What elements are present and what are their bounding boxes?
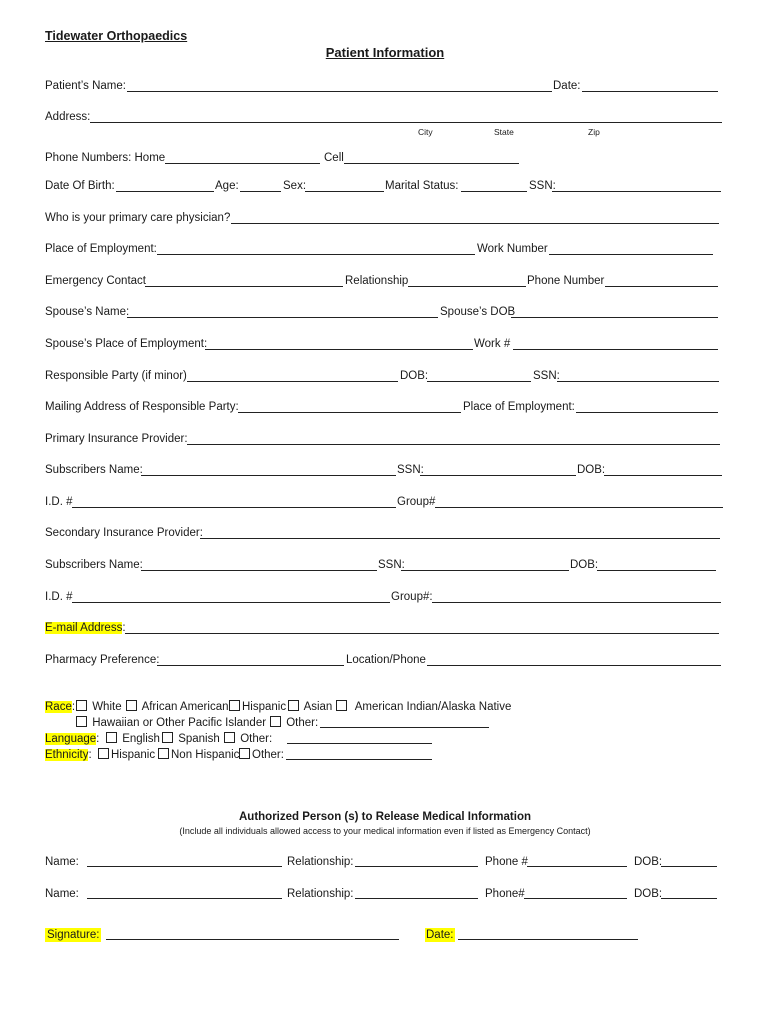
relationship-field[interactable]: [408, 286, 526, 287]
lang-english-checkbox[interactable]: [106, 732, 117, 743]
auth-dob-1-label: DOB:: [634, 856, 663, 868]
auth-relationship-1-label: Relationship:: [287, 856, 354, 868]
primary-physician-label: Who is your primary care physician?: [45, 212, 231, 224]
relationship-label: Relationship: [345, 275, 409, 287]
lang-english-text: English: [122, 733, 160, 745]
rp-employment-field[interactable]: [576, 412, 718, 413]
race-other-text: Other:: [286, 717, 319, 729]
lang-english-option[interactable]: [106, 732, 160, 746]
location-phone-field[interactable]: [427, 665, 721, 666]
eth-other-checkbox[interactable]: [239, 748, 250, 759]
spouse-work-label: Work #: [474, 338, 511, 350]
rp-dob-label: DOB:: [400, 370, 429, 382]
rp-employment-label: Place of Employment:: [463, 401, 575, 413]
email-field[interactable]: [125, 633, 719, 634]
race-african-american-text: African American: [141, 701, 229, 713]
eth-non-hispanic-option[interactable]: [158, 748, 239, 762]
age-label: Age:: [215, 180, 239, 192]
eth-hispanic-option[interactable]: [98, 748, 155, 762]
lang-other-text: Other:: [240, 733, 273, 745]
spouse-dob-label: Spouse’s DOB: [440, 306, 516, 318]
practice-name: Tidewater Orthopaedics: [45, 29, 188, 43]
eth-hispanic-text: Hispanic: [111, 749, 156, 761]
patient-name-label: Patient’s Name:: [45, 80, 126, 92]
id-2-label: I.D. #: [45, 591, 73, 603]
responsible-party-label: Responsible Party (if minor): [45, 370, 187, 382]
dob-field[interactable]: [116, 191, 214, 192]
subscriber-ssn-2-field[interactable]: [401, 570, 569, 571]
rp-mailing-label: Mailing Address of Responsible Party:: [45, 401, 239, 413]
group-field[interactable]: [435, 507, 723, 508]
language-colon: :: [96, 733, 100, 745]
race-asian-option[interactable]: [288, 700, 332, 714]
race-colon: :: [71, 701, 76, 713]
race-american-indian-text: American Indian/Alaska Native: [354, 701, 512, 713]
lang-other-field[interactable]: [287, 743, 432, 744]
employment-label: Place of Employment:: [45, 243, 157, 255]
eth-other-field[interactable]: [286, 759, 432, 760]
subscriber-dob-field[interactable]: [604, 475, 722, 476]
auth-phone-1-field[interactable]: [527, 866, 627, 867]
language-label: Language: [45, 733, 97, 745]
race-hispanic-checkbox[interactable]: [229, 700, 240, 711]
lang-other-checkbox[interactable]: [224, 732, 235, 743]
ssn-field[interactable]: [552, 191, 721, 192]
phone-number-label: Phone Number: [527, 275, 605, 287]
location-phone-label: Location/Phone: [346, 654, 426, 666]
subscriber-ssn-2-label: SSN:: [378, 559, 405, 571]
race-hispanic-text: Hispanic: [242, 701, 287, 713]
signature-date-label: Date:: [426, 929, 454, 941]
race-american-indian-option[interactable]: [336, 700, 511, 714]
subscriber-dob-2-field[interactable]: [597, 570, 716, 571]
eth-non-hispanic-checkbox[interactable]: [158, 748, 169, 759]
ethnicity-row: [45, 748, 92, 762]
spouse-name-field[interactable]: [127, 317, 438, 318]
subscriber-name-field[interactable]: [141, 475, 396, 476]
date-field[interactable]: [582, 91, 718, 92]
secondary-insurance-label: Secondary Insurance Provider:: [45, 527, 203, 539]
authorized-note: (Include all individuals allowed access to your medical information even if listed as Emergency Contact): [179, 826, 591, 836]
rp-ssn-field[interactable]: [557, 381, 719, 382]
primary-insurance-field[interactable]: [187, 444, 720, 445]
auth-relationship-2-label: Relationship:: [287, 888, 354, 900]
email-colon: :: [122, 622, 126, 634]
auth-dob-1-field[interactable]: [661, 866, 717, 867]
sex-field[interactable]: [305, 191, 384, 192]
secondary-insurance-field[interactable]: [200, 538, 720, 539]
patient-name-field[interactable]: [127, 91, 552, 92]
sex-label: Sex:: [283, 180, 307, 192]
race-white-checkbox[interactable]: [76, 700, 87, 711]
work-number-label: Work Number: [477, 243, 548, 255]
work-number-field[interactable]: [549, 254, 713, 255]
signature-field[interactable]: [106, 939, 399, 940]
pharmacy-field[interactable]: [157, 665, 344, 666]
lang-spanish-text: Spanish: [178, 733, 220, 745]
language-row: [45, 732, 99, 746]
address-field[interactable]: [90, 122, 722, 123]
group-2-field[interactable]: [432, 602, 721, 603]
email-label-highlight: E-mail Address: [45, 622, 123, 634]
id-2-field[interactable]: [72, 602, 390, 603]
eth-hispanic-checkbox[interactable]: [98, 748, 109, 759]
auth-relationship-2-field[interactable]: [355, 898, 478, 899]
cell-field[interactable]: [344, 163, 519, 164]
auth-phone-2-label: Phone#: [485, 888, 525, 900]
ethnicity-colon: :: [88, 749, 92, 761]
race-hawaiian-text: Hawaiian or Other Pacific Islander: [92, 717, 267, 729]
phone-home-field[interactable]: [165, 163, 320, 164]
ssn-label: SSN:: [529, 180, 556, 192]
phone-number-field[interactable]: [605, 286, 718, 287]
primary-physician-field[interactable]: [231, 223, 719, 224]
race-label: Race: [45, 701, 72, 713]
primary-insurance-label: Primary Insurance Provider:: [45, 433, 188, 445]
race-african-american-option[interactable]: [126, 700, 229, 714]
auth-dob-2-label: DOB:: [634, 888, 663, 900]
auth-name-1-field[interactable]: [87, 866, 282, 867]
form-title: Patient Information: [325, 45, 445, 60]
emergency-contact-field[interactable]: [145, 286, 343, 287]
race-hawaiian-checkbox[interactable]: [76, 716, 87, 727]
race-asian-checkbox[interactable]: [288, 700, 299, 711]
dob-label: Date Of Birth:: [45, 180, 115, 192]
race-other-checkbox[interactable]: [270, 716, 281, 727]
age-field[interactable]: [240, 191, 281, 192]
auth-phone-2-field[interactable]: [524, 898, 627, 899]
group-2-label: Group#:: [391, 591, 433, 603]
auth-name-2-field[interactable]: [87, 898, 282, 899]
marital-status-label: Marital Status:: [385, 180, 459, 192]
authorized-title: Authorized Person (s) to Release Medical Information: [238, 811, 532, 823]
id-field[interactable]: [72, 507, 396, 508]
subscriber-dob-label: DOB:: [577, 464, 606, 476]
race-white-text: White: [92, 701, 122, 713]
race-other-option[interactable]: [270, 716, 318, 730]
ethnicity-label: Ethnicity: [45, 749, 89, 761]
subscriber-name-2-label: Subscribers Name:: [45, 559, 143, 571]
race-asian-text: Asian: [303, 701, 333, 713]
spouse-employment-label: Spouse’s Place of Employment:: [45, 338, 208, 350]
id-label: I.D. #: [45, 496, 73, 508]
spouse-employment-field[interactable]: [205, 349, 473, 350]
race-white-option[interactable]: [76, 700, 122, 714]
rp-ssn-label: SSN:: [533, 370, 560, 382]
address-label: Address:: [45, 111, 91, 123]
pharmacy-label: Pharmacy Preference:: [45, 654, 160, 666]
lang-spanish-option[interactable]: [162, 732, 220, 746]
race-hispanic-option[interactable]: [229, 700, 286, 714]
email-label: [45, 621, 126, 635]
race-other-field[interactable]: [320, 727, 489, 728]
subscriber-ssn-field[interactable]: [420, 475, 576, 476]
lang-other-option[interactable]: [224, 732, 272, 746]
subscriber-name-2-field[interactable]: [141, 570, 377, 571]
eth-other-text: Other:: [252, 749, 284, 761]
subscriber-ssn-label: SSN:: [397, 464, 424, 476]
subscriber-dob-2-label: DOB:: [570, 559, 599, 571]
subscriber-name-label: Subscribers Name:: [45, 464, 143, 476]
responsible-party-field[interactable]: [187, 381, 398, 382]
spouse-work-field[interactable]: [513, 349, 718, 350]
auth-phone-1-label: Phone #: [485, 856, 528, 868]
date-label: Date:: [553, 80, 581, 92]
race-row: [45, 700, 75, 714]
lang-spanish-checkbox[interactable]: [162, 732, 173, 743]
signature-date-field[interactable]: [458, 939, 638, 940]
race-african-american-checkbox[interactable]: [126, 700, 137, 711]
eth-non-hispanic-text: Non Hispanic: [171, 749, 240, 761]
zip-sublabel: Zip: [588, 127, 600, 137]
rp-dob-field[interactable]: [427, 381, 531, 382]
phone-home-label: Phone Numbers: Home: [45, 152, 166, 164]
spouse-dob-field[interactable]: [511, 317, 718, 318]
auth-name-2-label: Name:: [45, 888, 79, 900]
cell-label: Cell: [324, 152, 344, 164]
rp-mailing-field[interactable]: [238, 412, 461, 413]
group-label: Group#: [397, 496, 436, 508]
employment-field[interactable]: [157, 254, 475, 255]
state-sublabel: State: [494, 127, 514, 137]
eth-other-option[interactable]: [239, 748, 284, 762]
auth-name-1-label: Name:: [45, 856, 79, 868]
emergency-contact-label: Emergency Contact: [45, 275, 146, 287]
city-sublabel: City: [418, 127, 433, 137]
signature-label: Signature:: [47, 929, 100, 941]
spouse-name-label: Spouse’s Name:: [45, 306, 130, 318]
auth-relationship-1-field[interactable]: [355, 866, 478, 867]
marital-status-field[interactable]: [461, 191, 527, 192]
race-american-indian-checkbox[interactable]: [336, 700, 347, 711]
race-hawaiian-option[interactable]: [76, 716, 266, 730]
auth-dob-2-field[interactable]: [661, 898, 717, 899]
